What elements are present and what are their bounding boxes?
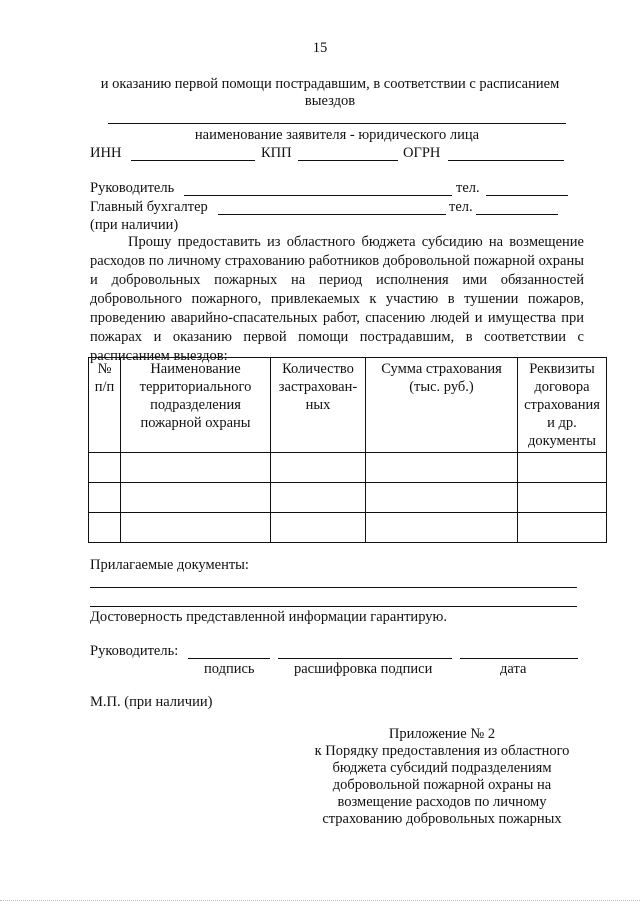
ogrn-field[interactable] bbox=[448, 160, 564, 161]
table-cell[interactable] bbox=[89, 483, 121, 513]
header-insured-count: Количество застрахован-ных bbox=[271, 358, 366, 453]
appendix-title: Приложение № 2 bbox=[388, 726, 496, 742]
table-cell[interactable] bbox=[271, 453, 366, 483]
attached-docs-label: Прилагаемые документы: bbox=[90, 557, 249, 573]
attached-docs-field-2[interactable] bbox=[90, 606, 577, 607]
appendix-line-5: страхованию добровольных пожарных bbox=[322, 811, 562, 827]
table-cell[interactable] bbox=[121, 453, 271, 483]
header-contract-details: Реквизиты договора страхования и др. документы bbox=[518, 358, 607, 453]
table-row bbox=[89, 483, 607, 513]
table-cell[interactable] bbox=[518, 453, 607, 483]
table-cell[interactable] bbox=[366, 483, 518, 513]
head-sign-label: Руководитель: bbox=[90, 643, 179, 659]
appendix-line-2: бюджета субсидий подразделениям bbox=[332, 760, 552, 776]
table-cell[interactable] bbox=[271, 483, 366, 513]
table-cell[interactable] bbox=[518, 513, 607, 543]
head-tel-field[interactable] bbox=[486, 195, 568, 196]
table-cell[interactable] bbox=[518, 483, 607, 513]
table-cell[interactable] bbox=[89, 513, 121, 543]
intro-line-2: выездов bbox=[304, 93, 356, 109]
page-number: 15 bbox=[312, 40, 328, 56]
accountant-if-any: (при наличии) bbox=[90, 217, 179, 233]
head-label: Руководитель bbox=[90, 180, 175, 196]
appendix-line-4: возмещение расходов по личному bbox=[337, 794, 547, 810]
date-caption: дата bbox=[500, 661, 527, 677]
table-header-row bbox=[89, 358, 607, 453]
appendix-line-1: к Порядку предоставления из областного bbox=[314, 743, 570, 759]
stamp-label: М.П. (при наличии) bbox=[90, 694, 213, 710]
header-subdivision: Наименование территориального подразделения пожарной охраны bbox=[121, 358, 271, 453]
accountant-label: Главный бухгалтер bbox=[90, 199, 208, 215]
date-field[interactable] bbox=[460, 658, 578, 659]
subsidy-table bbox=[88, 357, 607, 543]
head-field[interactable] bbox=[184, 195, 452, 196]
signature-decode-caption: расшифровка подписи bbox=[294, 661, 433, 677]
request-paragraph: Прошу предоставить из областного бюджета субсидию на возмещение расходов по личному страхованию работников добровольной пожарной охраны и добровольных пожарных на период исполнения ими обязанностей добровольного пожарного, привлекаемых к участию в тушении пожаров, проведению аварийно-спасательных работ, спасению людей и имущества при пожарах и оказанию первой помощи пострадавшим, в соответствии с расписанием выездов: bbox=[90, 234, 584, 364]
head-tel-label: тел. bbox=[456, 180, 480, 196]
header-number: № п/п bbox=[89, 358, 121, 453]
accountant-tel-field[interactable] bbox=[476, 214, 558, 215]
ogrn-label: ОГРН bbox=[403, 145, 441, 161]
inn-label: ИНН bbox=[90, 145, 122, 161]
applicant-name-field[interactable] bbox=[108, 123, 566, 124]
kpp-field[interactable] bbox=[298, 160, 398, 161]
accountant-field[interactable] bbox=[218, 214, 446, 215]
scan-edge-divider bbox=[0, 900, 640, 901]
table-cell[interactable] bbox=[366, 453, 518, 483]
signature-caption: подпись bbox=[204, 661, 255, 677]
inn-field[interactable] bbox=[131, 160, 255, 161]
table-cell[interactable] bbox=[366, 513, 518, 543]
header-insurance-sum: Сумма страхования (тыс. руб.) bbox=[366, 358, 518, 453]
table-cell[interactable] bbox=[89, 453, 121, 483]
intro-line-1: и оказанию первой помощи пострадавшим, в соответствии с расписанием bbox=[100, 76, 560, 92]
table-row bbox=[89, 453, 607, 483]
reliability-statement: Достоверность представленной информации гарантирую. bbox=[90, 609, 447, 625]
attached-docs-field-1[interactable] bbox=[90, 587, 577, 588]
table-row bbox=[89, 513, 607, 543]
table-cell[interactable] bbox=[121, 483, 271, 513]
signature-field[interactable] bbox=[188, 658, 270, 659]
appendix-line-3: добровольной пожарной охраны на bbox=[332, 777, 552, 793]
kpp-label: КПП bbox=[261, 145, 292, 161]
applicant-caption: наименование заявителя - юридического лица bbox=[194, 127, 480, 143]
table-cell[interactable] bbox=[271, 513, 366, 543]
accountant-tel-label: тел. bbox=[449, 199, 473, 215]
signature-decode-field[interactable] bbox=[278, 658, 452, 659]
table-cell[interactable] bbox=[121, 513, 271, 543]
